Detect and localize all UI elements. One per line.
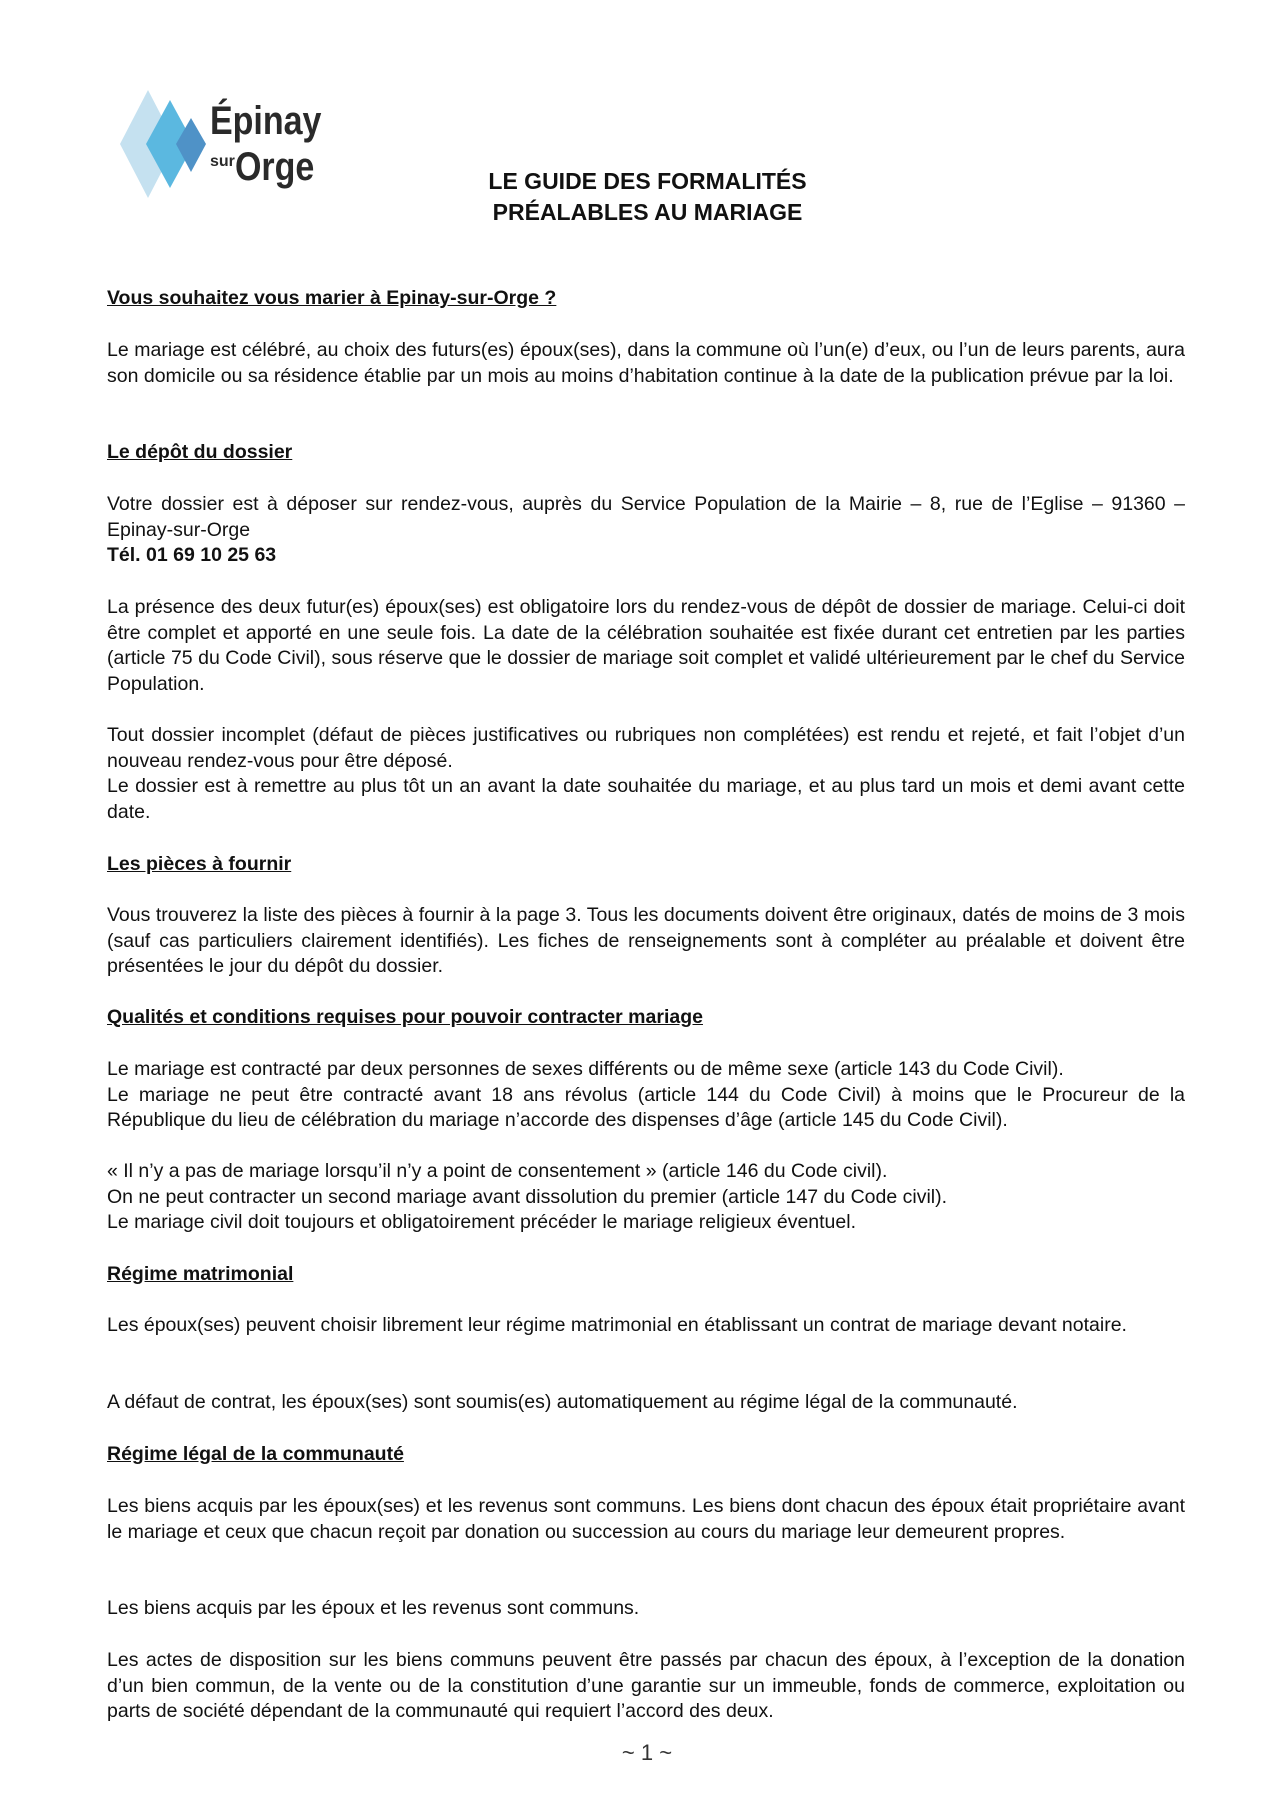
paragraph-contrat: Les époux(ses) peuvent choisir librement leur régime matrimonial en établissant un contrat de mariage devant notaire. xyxy=(107,1314,1127,1336)
title-line-1: LE GUIDE DES FORMALITÉS xyxy=(488,168,807,194)
heading-depot-dossier: Le dépôt du dossier xyxy=(107,441,293,463)
address-text: Votre dossier est à déposer sur rendez-vous, auprès du Service Population de la Mairie – 8, rue de l’Eglise – 91360 – Epinay-sur-Orge xyxy=(107,493,1185,541)
paragraph-pieces: Vous trouverez la liste des pièces à fournir à la page 3. Tous les documents doivent être originaux, datés de moins de 3 mois (sauf cas particuliers clairement identifiés). Les fiches de renseignements sont à compléter au préalable et doivent être présentées le jour du dépôt du dossier. xyxy=(107,904,1185,978)
heading-marier-epinay: Vous souhaitez vous marier à Epinay-sur-Orge ? xyxy=(107,287,557,309)
paragraph-biens-communs: Les biens acquis par les époux(ses) et les revenus sont communs. Les biens dont chacun des époux était propriétaire avant le mariage et ceux que chacun reçoit par donation ou succession au cours du mariage leur demeurent propres. xyxy=(107,1495,1185,1543)
paragraph-presence: La présence des deux futur(es) époux(ses) est obligatoire lors du rendez-vous de dépôt de dossier de mariage. Celui-ci doit être complet et apporté en une seule fois. La date de la célébration souhaitée est fixée durant cet entretien par les parties (article 75 du Code Civil), sous réserve que le dossier de mariage soit complet et validé ultérieurement par le chef du Service Population. xyxy=(107,596,1185,696)
paragraph-lieu-mariage: Le mariage est célébré, au choix des futurs(es) époux(ses), dans la commune où l’un(e) d’eux, ou l’un de leurs parents, aura son domicile ou sa résidence établie par un mois au moins d’habitation continue à la date de la publication prévue par la loi. xyxy=(107,339,1185,387)
text-article-144: Le mariage ne peut être contracté avant 18 ans révolus (article 144 du Code Civil) à moins que le Procureur de la République du lieu de célébration du mariage n’accorde des dispenses d’âge (article 145 du Code Civil). xyxy=(107,1083,1185,1132)
heading-pieces: Les pièces à fournir xyxy=(107,853,292,875)
title-line-2: PRÉALABLES AU MARIAGE xyxy=(492,199,803,225)
logo-diamonds-icon xyxy=(118,86,358,202)
paragraph-depot-adresse xyxy=(107,492,1185,569)
paragraph-conditions xyxy=(107,1057,1185,1134)
heading-qualites: Qualités et conditions requises pour pouvoir contracter mariage xyxy=(107,1006,703,1028)
text-delai: Le dossier est à remettre au plus tôt un an avant la date souhaitée du mariage, et au plus tard un mois et demi avant cette date. xyxy=(107,775,1185,824)
text-mariage-civil: Le mariage civil doit toujours et obligatoirement précéder le mariage religieux éventuel. xyxy=(107,1211,856,1234)
epinay-sur-orge-logo xyxy=(118,86,358,202)
text-article-147: On ne peut contracter un second mariage avant dissolution du premier (article 147 du Code civil). xyxy=(107,1185,948,1208)
heading-regime-matrimonial: Régime matrimonial xyxy=(107,1263,294,1285)
text-incomplet: Tout dossier incomplet (défaut de pièces justificatives ou rubriques non complétées) est rendu et rejeté, et fait l’objet d’un nouveau rendez-vous pour être déposé. xyxy=(107,724,1185,772)
page-number: ~ 1 ~ xyxy=(621,1740,673,1765)
text-article-146: « Il n’y a pas de mariage lorsqu’il n’y a point de consentement » (article 146 du Code civil). xyxy=(107,1160,888,1182)
text-article-143: Le mariage est contracté par deux personnes de sexes différents ou de même sexe (article 143 du Code Civil). xyxy=(107,1058,1064,1080)
paragraph-actes-disposition: Les actes de disposition sur les biens communs peuvent être passés par chacun des époux, à l’exception de la donation d’un bien commun, de la vente ou de la constitution d’une garantie sur un immeuble, fonds de commerce, exploitation ou parts de société dépendant de la communauté qui requiert l’accord des deux. xyxy=(107,1649,1185,1723)
svg-text:Orge: Orge xyxy=(235,143,315,189)
paragraph-consentement xyxy=(107,1159,1185,1236)
phone-number: Tél. 01 69 10 25 63 xyxy=(107,544,277,567)
svg-text:Épinay: Épinay xyxy=(210,97,322,143)
paragraph-biens-acquis: Les biens acquis par les époux et les revenus sont communs. xyxy=(107,1597,640,1619)
paragraph-defaut-contrat: A défaut de contrat, les époux(ses) sont soumis(es) automatiquement au régime légal de la communauté. xyxy=(107,1391,1018,1413)
page-title xyxy=(380,166,915,228)
paragraph-dossier-incomplet xyxy=(107,723,1185,826)
svg-text:sur: sur xyxy=(210,153,235,170)
heading-regime-legal: Régime légal de la communauté xyxy=(107,1443,404,1465)
